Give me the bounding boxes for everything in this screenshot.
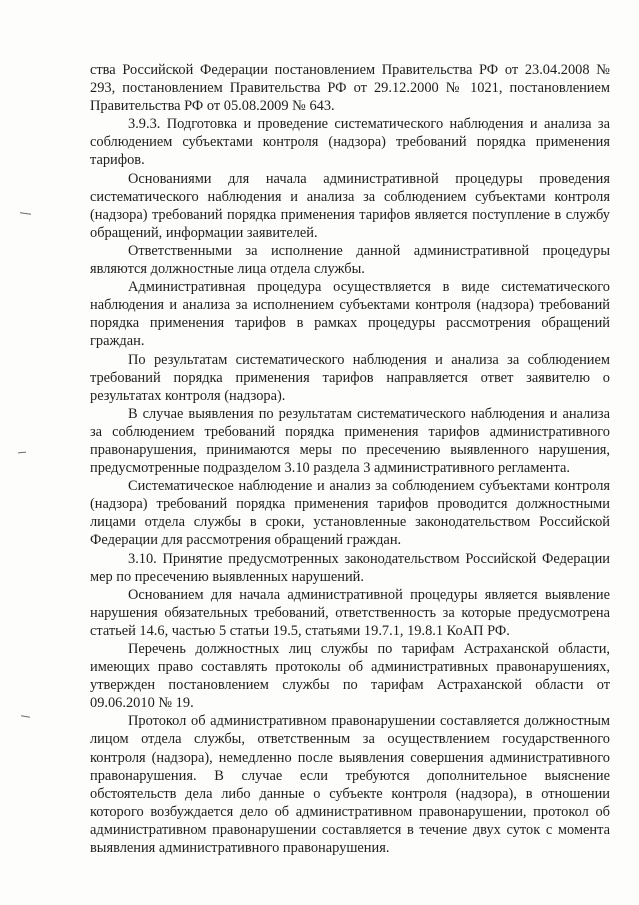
paragraph: Протокол об административном правонарушении составляется должностным лицом отдела службы, ответственным за осуществлением государственного контроля (надзора), немедленно после выявления совершения административного правонарушения. В случае если требуются дополнительное выяснение обстоятельств дела либо данные о субъекте контроля (надзора), в отношении которого возбуждается дело об административном правонарушении, протокол об административном правонарушении составляется в течение двух суток с момента выявления административного правонарушения. (90, 713, 610, 857)
paragraph-section-3-9-3: 3.9.3. Подготовка и проведение систематического наблюдения и анализа за соблюдением субъектами контроля (надзора) требований порядка применения тарифов. (90, 116, 610, 169)
margin-scan-mark (21, 715, 30, 718)
paragraph: По результатам систематического наблюдения и анализа за соблюдением требований порядка применения тарифов направляется ответ заявителю о результатах контроля (надзора). (90, 351, 610, 404)
paragraph-continuation: ства Российской Федерации постановлением Правительства РФ от 23.04.2008 № 293, постановлением Правительства РФ от 29.12.2000 № 1021, постановлением Правительства РФ от 05.08.2009 № 643. (90, 62, 610, 115)
margin-scan-mark (18, 452, 26, 454)
paragraph-section-3-10: 3.10. Принятие предусмотренных законодательством Российской Федерации мер по пресечению выявленных нарушений. (90, 550, 610, 585)
paragraph: Административная процедура осуществляется в виде систематического наблюдения и анализа за исполнением субъектами контроля (надзора) требований порядка применения тарифов в рамках процедуры рассмотрения обращений граждан. (90, 279, 610, 350)
document-body (90, 61, 610, 857)
paragraph: Основаниями для начала административной процедуры проведения систематического наблюдения и анализа за соблюдением субъектами контроля (надзора) требований порядка применения тарифов является поступление в службу обращений, информации заявителей. (90, 170, 610, 241)
paragraph: Ответственными за исполнение данной административной процедуры являются должностные лица отдела службы. (90, 242, 610, 278)
paragraph: Систематическое наблюдение и анализ за соблюдением субъектами контроля (надзора) требований порядка применения тарифов проводится должностными лицами отдела службы в сроки, установленные законодательством Российской Федерации для рассмотрения обращений граждан. (90, 478, 610, 549)
paragraph: В случае выявления по результатам систематического наблюдения и анализа за соблюдением требований порядка применения тарифов административного правонарушения, принимаются меры по пресечению выявленного нарушения, предусмотренные подразделом 3.10 раздела 3 административного регламента. (90, 405, 610, 477)
paragraph: Основанием для начала административной процедуры является выявление нарушения обязательных требований, ответственность за которые предусмотрена статьей 14.6, частью 5 статьи 19.5, статьями 19.7.1, 19.8.1 КоАП РФ. (90, 586, 610, 639)
paragraph: Перечень должностных лиц службы по тарифам Астраханской области, имеющих право составлять протоколы об административных правонарушениях, утвержден постановлением службы по тарифам Астраханской области от 09.06.2010 № 19. (90, 641, 610, 712)
margin-scan-mark (20, 212, 31, 215)
